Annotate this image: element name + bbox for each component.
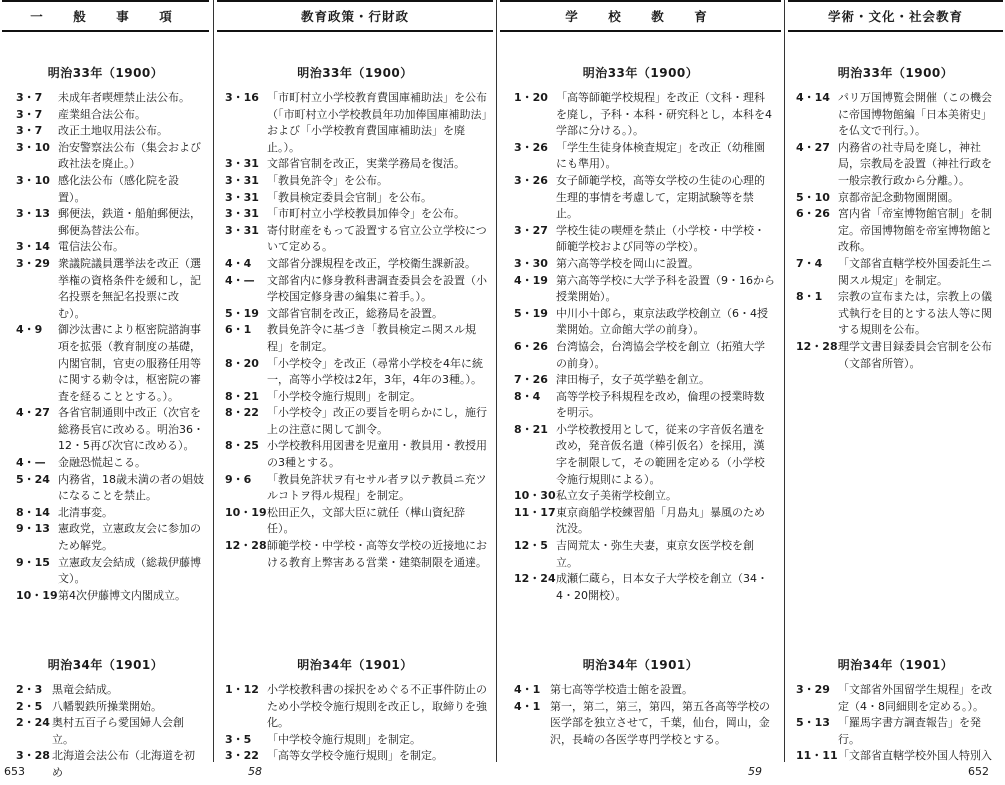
entry-text: 「学生生徒身体検査規定」を改正（幼稚園にも準用）。 [556,140,765,171]
entry-date: 3・29 [796,683,830,696]
entry-text: 津田梅子，女子英学塾を創立。 [556,373,710,387]
chronology-entry [16,173,205,206]
year-heading: 明治33年（1900） [297,66,413,80]
entry-text: 成瀬仁蔵ら，日本女子大学校を創立（34・4・20開校）。 [556,572,768,602]
entry-text: 寄付財産をもって設置する官立公立学校について定める。 [267,223,487,254]
column-divider [213,0,214,762]
chronology-entry [16,682,205,699]
page-number: 653 [4,765,25,778]
chronology-entry [796,90,999,140]
entry-date: 3・7 [16,124,43,138]
chronology-entry [796,748,999,765]
entry-date: 3・5 [225,732,252,746]
chronology-entry [796,256,999,289]
entry-text: 台湾協会，台湾協会学校を創立（拓殖大学の前身）。 [556,339,765,370]
chronology-entry [225,322,487,355]
chronology-entry [16,472,205,505]
entry-text: 高等学校予科規程を改め，倫理の授業時数を明示。 [556,389,765,420]
entry-date: 3・7 [16,107,43,121]
chronology-entry [796,140,999,190]
chronology-entry [225,505,487,538]
entry-date: 8・25 [225,439,259,453]
entry-date: 5・19 [514,306,548,320]
year-heading: 明治34年（1901） [582,658,699,672]
chronology-entry [16,140,205,173]
entry-date: 3・31 [225,207,259,221]
entry-text: 「中学校令施行規則」を制定。 [267,732,421,746]
chronology-entry [225,173,487,190]
chronology-entry [225,389,487,406]
chronology-entry [225,356,487,389]
entry-date: 6・26 [514,339,548,353]
entry-date: 5・19 [225,306,259,320]
chronology-entry [514,488,775,505]
chronology-entry [514,306,775,339]
chronology-entry [225,90,487,156]
entry-text: 宮内省「帝室博物館官制」を制定。帝国博物館を帝室博物館と改称。 [838,207,992,254]
chronology-entry [514,538,775,571]
chronology-entry [796,206,999,256]
entry-date: 5・13 [796,716,830,730]
entry-date: 3・10 [16,173,50,187]
entry-date: 10・19 [225,505,267,519]
column-header: 一 般 事 項 [2,0,209,32]
entry-text: 第六高等学校に大学予科を設置（9・16から授業開始）。 [556,273,775,304]
chronology-entry [225,190,487,207]
column-header: 学術・文化・社会教育 [788,0,1003,32]
entry-date: 9・6 [225,472,252,486]
entry-text: 「高等女学校令施行規則」を制定。 [267,749,443,763]
entry-date: 2・24 [16,716,50,730]
entry-text: 第六高等学校を岡山に設置。 [556,256,699,270]
entry-text: 黒竜会結成。 [52,683,118,696]
chronology-entry [225,538,487,571]
entry-text: 「羅馬字書方調査報告」を発行。 [838,716,981,746]
page-number: 652 [968,765,989,778]
page-number: 59 [748,765,762,778]
column-policy [217,0,493,762]
chronology-entry [514,90,775,140]
entry-text: 「高等師範学校規程」を改正（文科・理科を廃し，予科・本科・研究科とし，本科を4学部に分ける。）。 [556,91,772,138]
entry-date: 3・31 [225,223,259,237]
chronology-entry [225,472,487,505]
entry-text: 女子師範学校，高等女学校の生徒の心理的生理的事情を考慮して，定期試験等を禁止。 [556,173,765,221]
entry-text: 「文部省直轄学校外国委託生ニ関スル規定」を制定。 [838,256,992,287]
entry-text: 「教員免許状ヲ有セサル者ヲ以テ教員ニ充ツルコトヲ得ル規程」を制定。 [267,472,487,503]
chronology-entry [514,682,775,699]
entry-date: 3・31 [225,173,259,187]
entry-date: 12・5 [514,539,548,553]
entry-date: 8・1 [796,290,823,304]
chronology-entry [796,682,999,715]
entry-text: 「市町村立小学校教育費国庫補助法」を公布（「市町村立小学校教員年功加俸国庫補助法」および「小学校教育費国庫補助法」を廃止。）。 [267,91,487,154]
chronology-entry [514,273,775,306]
entry-date: 8・21 [225,389,259,403]
chronology-entry [514,223,775,256]
entry-date: 8・14 [16,505,50,519]
chronology-entry [225,682,487,732]
chronology-entry [514,173,775,223]
column-divider [496,0,497,762]
column-divider [784,0,785,762]
entry-text: 北清事変。 [58,505,113,519]
chronology-entry [225,256,487,273]
entry-date: 11・17 [514,505,556,519]
chronology-entry [225,732,487,749]
entry-date: 6・1 [225,323,252,337]
chronology-entry [16,505,205,522]
entry-date: 2・3 [16,683,43,696]
page-number: 58 [248,765,262,778]
chronology-entry [16,699,205,716]
entry-list [2,682,209,782]
entry-date: 5・24 [16,472,50,486]
entry-date: 4・4 [225,256,252,270]
entry-date: 4・19 [514,273,548,287]
entry-date: 10・19 [16,588,58,602]
chronology-entry [225,438,487,471]
entry-text: 理学文書目録委員会官制を公布（文部省所管）。 [838,339,992,370]
entry-date: 3・31 [225,157,259,171]
chronology-entry [16,455,205,472]
entry-date: 8・20 [225,356,259,370]
entry-text: 文部省内に修身教科書調査委員会を設置（小学校国定修身書の編集に着手。）。 [267,273,487,304]
entry-date: 3・31 [225,190,259,204]
entry-text: 文部省分課規程を改正，学校衛生課新設。 [267,256,476,270]
entry-date: 7・26 [514,373,548,387]
entry-list [500,90,781,604]
chronology-entry [16,588,205,605]
year-heading: 明治33年（1900） [582,66,699,80]
entry-date: 3・22 [225,749,259,763]
chronology-entry [16,405,205,455]
chronology-entry [16,715,205,748]
column-header: 教育政策・行財政 [217,0,493,32]
column-header: 学 校 教 育 [500,0,781,32]
chronology-entry [796,190,999,207]
column-culture [788,0,1003,762]
chronology-entry [16,748,205,781]
entry-text: 第七高等学校造士館を設置。 [550,683,693,696]
year-heading: 明治34年（1901） [297,658,413,672]
entry-text: 内務省，18歳未満の者の娼妓になることを禁止。 [58,472,204,503]
entry-date: 3・14 [16,240,50,254]
entry-date: 3・28 [16,749,50,763]
entry-date: 8・21 [514,422,548,436]
entry-text: 「文部省外国留学生規程」を改定（4・8同細則を定める。）。 [838,683,992,713]
entry-date: 4・27 [16,406,50,420]
entry-text: 立憲政友会結成（総裁伊藤博文）。 [58,555,201,586]
entry-list [2,90,209,604]
entry-text: 治安警察法公布（集会および政社法を廃止。） [58,140,201,171]
entry-text: 各省官制通則中改正（次官を総務長官に改める。明治36・12・5再び次官に改める）。 [58,406,204,453]
entry-date: 3・10 [16,140,50,154]
chronology-entry [514,422,775,488]
entry-text: 第4次伊藤博文内閣成立。 [58,588,186,602]
entry-text: 衆議院議員選挙法を改正（選挙権の資格条件を緩和し，記名投票を無記名投票に改む）。 [58,256,201,320]
entry-text: パリ万国博覧会開催（この機会に帝国博物館編「日本美術史」を仏文で刊行。）。 [838,91,992,138]
entry-text: 「文部省直轄学校外国人特別入 [838,749,992,763]
chronology-entry [514,339,775,372]
entry-date: 12・28 [225,539,267,553]
entry-date: 4・9 [16,323,43,337]
entry-text: 感化法公布（感化院を設置）。 [58,173,179,204]
entry-text: 「教員検定委員会官制」を公布。 [267,190,432,204]
entry-date: 6・26 [796,207,830,221]
entry-list [217,682,493,765]
entry-text: 電信法公布。 [58,240,124,254]
entry-text: 京都帝記念動物園開園。 [838,190,959,204]
entry-text: 内務省の社寺局を廃し，神社局，宗教局を設置（神社行政を一般宗教行政から分離。）。 [838,140,992,187]
entry-date: 4・27 [796,140,830,154]
entry-text: 「小学校令施行規則」を制定。 [267,389,421,403]
year-heading: 明治34年（1901） [837,658,954,672]
entry-text: 北海道会法公布（北海道を初め [52,749,195,779]
entry-text: 小学校教授用として，従来の字音仮名遣を改め，発音仮名遣（棒引仮名）を採用，漢字を制限して，その範囲を定める（小学校令施行規則による）。 [556,422,765,486]
chronology-entry [514,256,775,273]
chronology-entry [514,505,775,538]
entry-date: 11・11 [796,749,838,763]
chronology-entry [225,748,487,765]
entry-date: 1・12 [225,683,259,696]
entry-date: 10・30 [514,489,556,503]
entry-list [500,682,781,748]
entry-text: 小学校教科書の採択をめぐる不正事件防止のため小学校令施行規則を改正し，取締りを強化。 [267,683,487,730]
entry-text: 私立女子美術学校創立。 [556,489,677,503]
entry-text: 中川小十郎ら，東京法政学校創立（6・4授業開始。立命館大学の前身）。 [556,306,768,337]
entry-text: 未成年者喫煙禁止法公布。 [58,91,190,104]
entry-date: 4・14 [796,91,830,104]
year-heading: 明治33年（1900） [837,66,954,80]
chronology-entry [514,140,775,173]
entry-text: 第一，第二，第三，第四，第五各高等学校の医学部を独立させて，千葉，仙台，岡山，金沢，長崎の各医学専門学校とする。 [550,699,770,746]
entry-text: 学校生徒の喫煙を禁止（小学校・中学校・師範学校および同等の学校）。 [556,223,765,254]
entry-list [788,90,1003,372]
entry-list [788,682,1003,765]
entry-text: 松田正久，文部大臣に就任（樺山資紀辞任）。 [267,505,465,536]
entry-text: 「市町村立小学校教員加俸令」を公布。 [267,207,465,221]
entry-date: 12・24 [514,572,556,586]
entry-text: 御沙汰書により枢密院諮詢事項を拡張（教育制度の基礎，内閣官制，官吏の服務任用等に関する勅令は，枢密院の審査を経ることとする。）。 [58,323,201,403]
entry-text: 「教員免許令」を公布。 [267,173,388,187]
column-school [500,0,781,762]
entry-text: 宗教の宣布または，宗教上の儀式執行を目的とする法人等に関する規則を公布。 [838,290,992,337]
entry-text: 改正土地収用法公布。 [58,124,168,138]
entry-date: 3・13 [16,207,50,221]
chronology-entry [225,306,487,323]
entry-text: 奥村五百子ら愛国婦人会創立。 [52,716,184,746]
entry-text: 師範学校・中学校・高等女学校の近接地における教育上弊害ある営業・建築制限を通達。 [267,539,487,569]
entry-text: 憲政党，立憲政友会に参加のため解党。 [58,522,201,553]
entry-text: 「小学校令」を改正（尋常小学校を4年に統一，高等小学校は2年，3年，4年の3種。）。 [267,356,483,387]
chronology-entry [514,372,775,389]
entry-date: 3・30 [514,256,548,270]
entry-text: 文部省官制を改正，総務局を設置。 [267,306,443,320]
chronology-entry [796,289,999,339]
entry-date: 5・10 [796,190,830,204]
entry-text: 産業組合法公布。 [58,107,146,121]
chronology-entry [16,322,205,405]
entry-date: 3・26 [514,173,548,187]
year-heading: 明治33年（1900） [47,66,164,80]
chronology-entry [16,90,205,107]
year-heading: 明治34年（1901） [47,658,164,672]
chronology-entry [225,405,487,438]
entry-date: 7・4 [796,256,823,270]
entry-date: 2・5 [16,699,43,713]
chronology-entry [796,339,999,372]
entry-date: 1・20 [514,91,548,104]
entry-text: 小学校教科用図書を児童用・教員用・教授用の3種とする。 [267,439,487,470]
chronology-entry [16,123,205,140]
entry-date: 4・1 [514,699,541,713]
entry-date: 3・29 [16,256,50,270]
chronology-entry [16,239,205,256]
chronology-entry [225,156,487,173]
entry-date: 3・16 [225,91,259,104]
chronology-entry [514,571,775,604]
entry-date: 8・4 [514,389,541,403]
chronology-entry [514,699,775,749]
entry-text: 八幡製鉄所操業開始。 [52,699,162,713]
chronology-entry [16,107,205,124]
entry-date: 8・22 [225,406,259,420]
chronology-entry [16,206,205,239]
chronology-entry [225,273,487,306]
entry-text: 文部省官制を改正，実業学務局を復活。 [267,157,465,171]
chronology-entry [16,555,205,588]
entry-text: 金融恐慌起こる。 [58,456,146,470]
chronology-entry [514,389,775,422]
entry-date: 3・26 [514,140,548,154]
entry-date: 3・7 [16,91,43,104]
entry-date: 4・— [16,456,46,470]
chronology-entry [796,715,999,748]
entry-text: 教員免許令に基づき「教員検定ニ関スル規程」を制定。 [267,323,476,353]
chronology-entry [16,521,205,554]
chronology-entry [225,223,487,256]
entry-date: 3・27 [514,223,548,237]
entry-text: 吉岡荒太・弥生夫妻，東京女医学校を創立。 [556,539,754,569]
entry-text: 東京商船学校練習船「月島丸」暴風のため沈没。 [556,505,765,536]
entry-text: 郵便法，鉄道・船舶郵便法，郵便為替法公布。 [58,207,201,237]
entry-date: 12・28 [796,339,838,353]
entry-date: 9・15 [16,555,50,569]
chronology-entry [16,256,205,322]
entry-date: 4・1 [514,683,541,696]
entry-date: 4・— [225,273,255,287]
entry-text: 「小学校令」改正の要旨を明らかにし，施行上の注意に関して訓令。 [267,406,487,436]
entry-list [217,90,493,571]
chronology-entry [225,206,487,223]
entry-date: 9・13 [16,522,50,536]
